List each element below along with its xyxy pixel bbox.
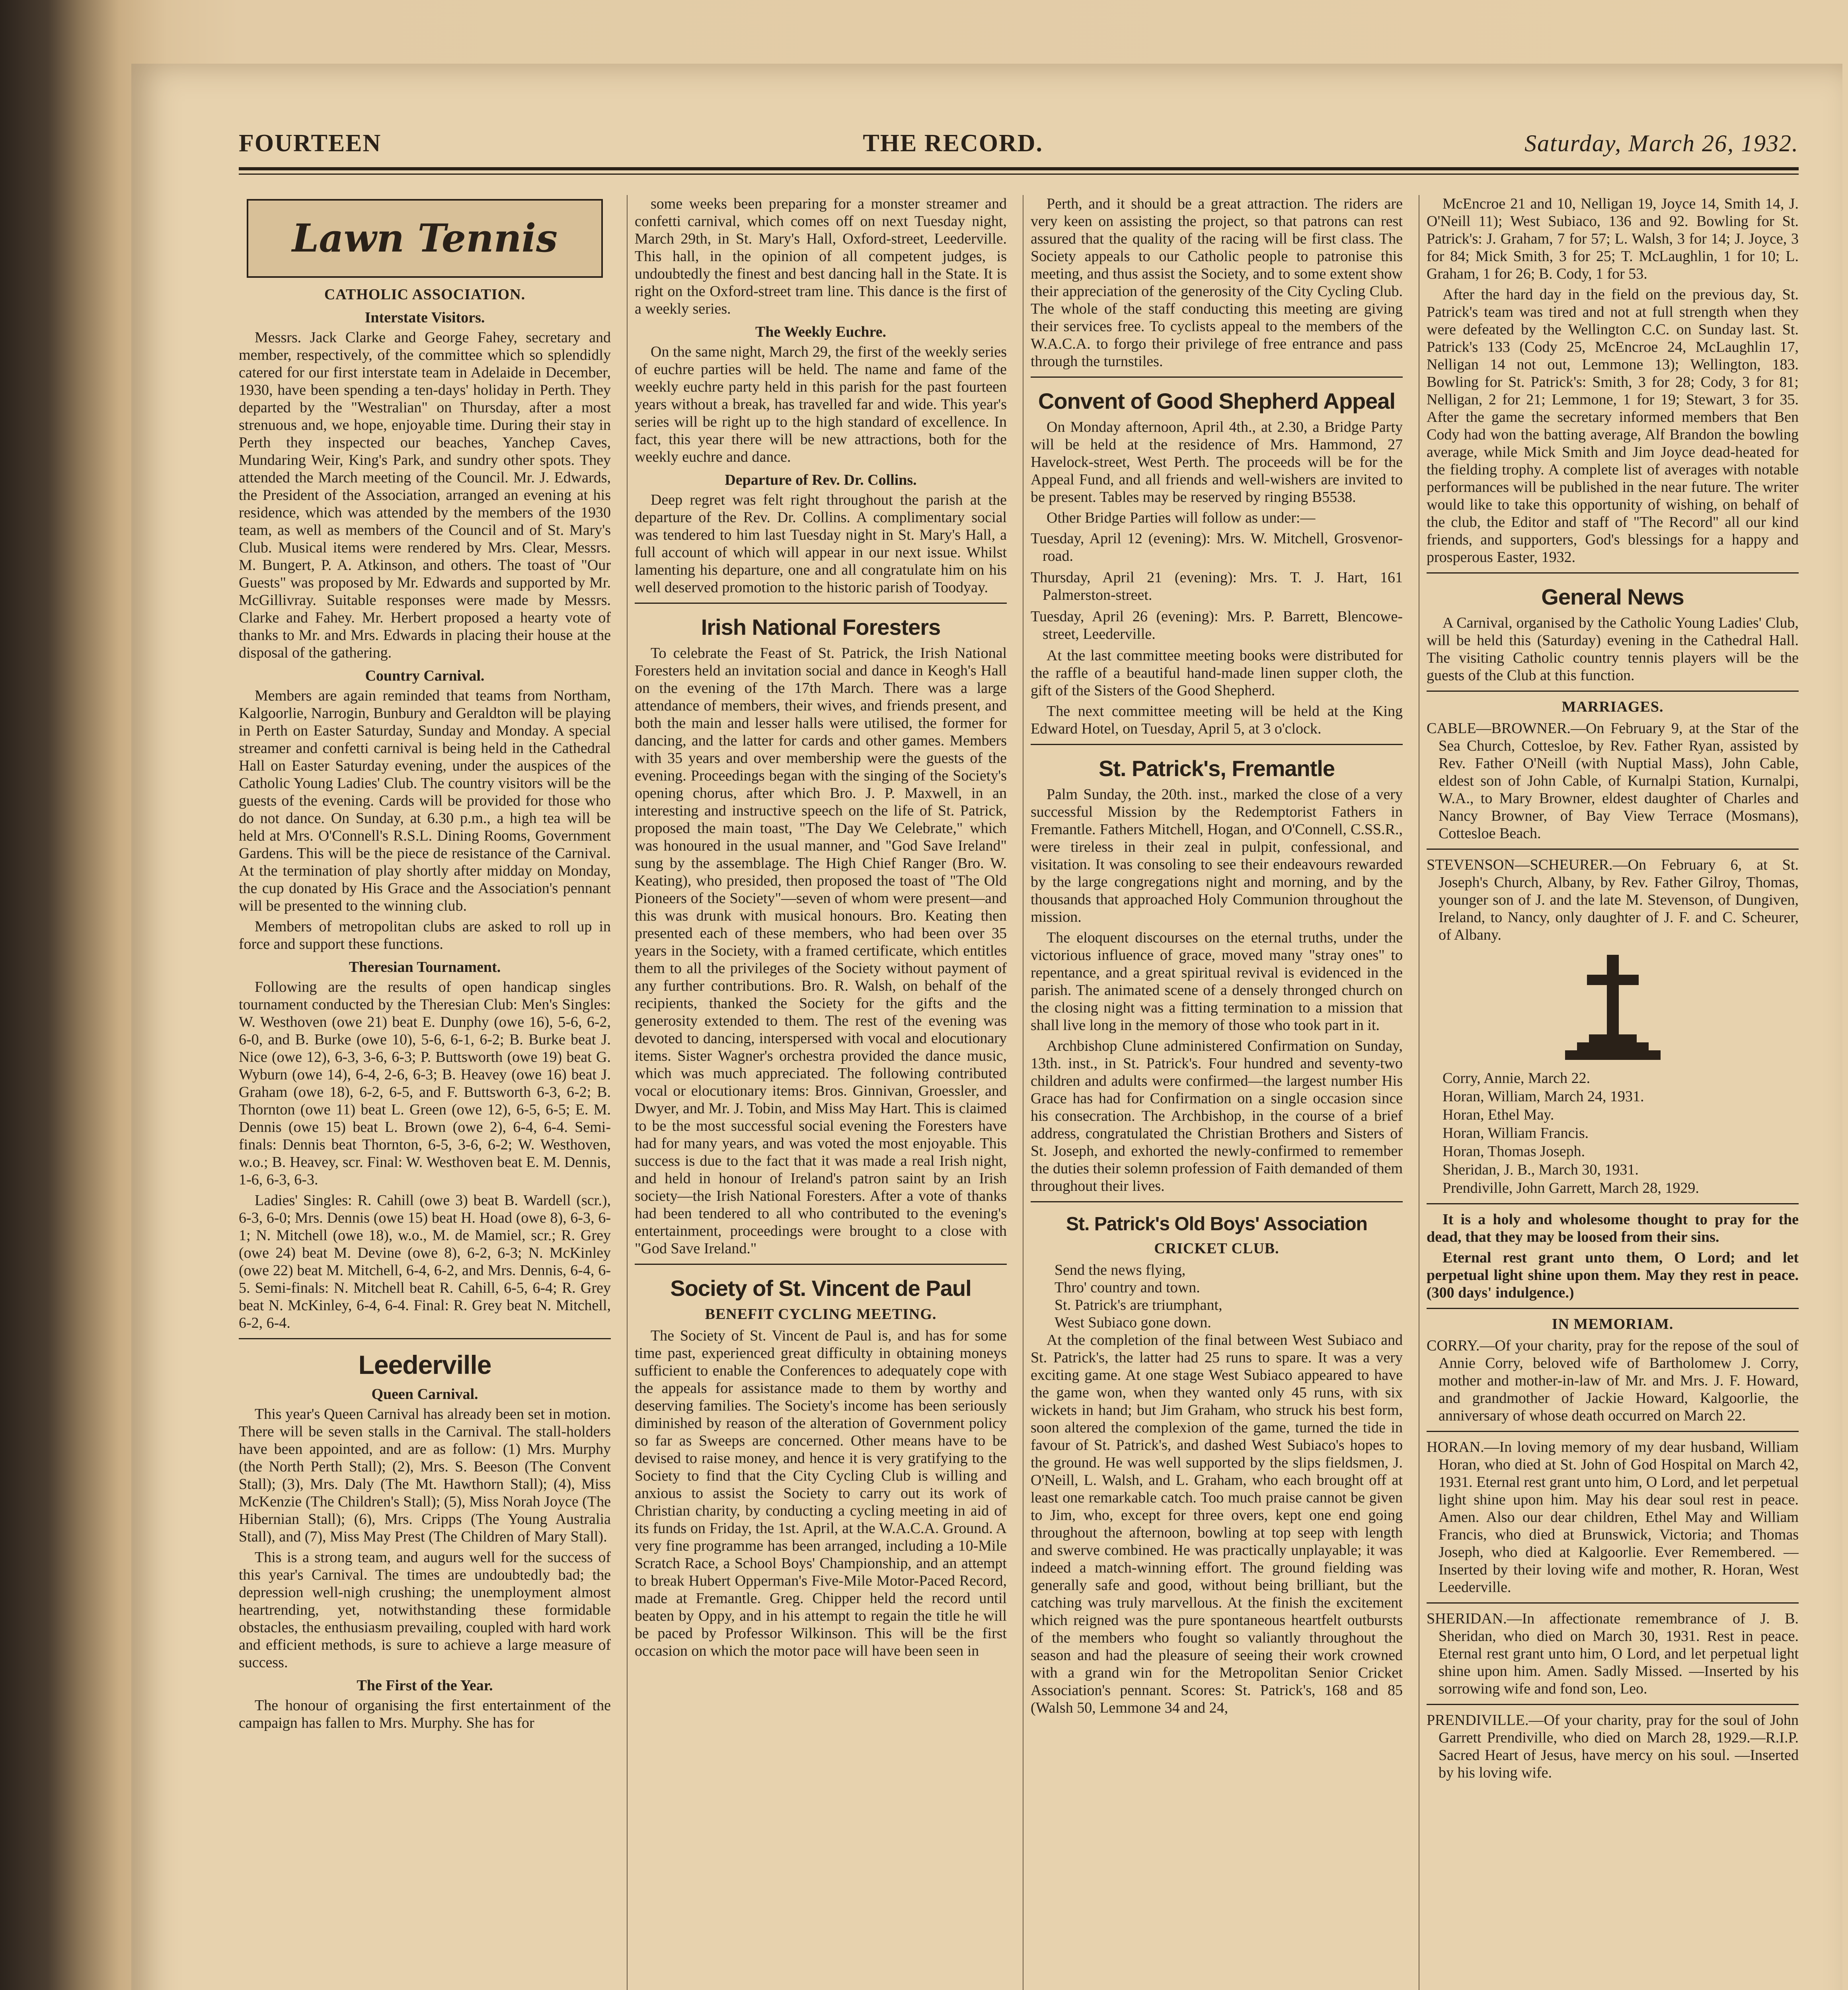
paragraph: The next committee meeting will be held at the King Edward Hotel, on Tuesday, April 5, at 3 o'clock. (1031, 703, 1403, 737)
list-item: Thursday, April 21 (evening): Mrs. T. J. Hart, 161 Palmerston-street. (1031, 569, 1403, 603)
memoriam-notice: SHERIDAN.—In affectionate remembrance of J. B. Sheridan, who died on March 30, 1931. Rest in peace. Eternal rest grant unto him, O Lord, and let perpetual light shine upon him. Amen. Sadly Missed. —Inserted by his sorrowing wife and fond son, Leo. (1427, 1610, 1799, 1697)
divider (1427, 572, 1799, 574)
section-heading: General News (1541, 584, 1684, 609)
paragraph: Members are again reminded that teams from Northam, Kalgoorlie, Narrogin, Bunbury and Geraldton will be playing in Perth on Easter Saturday, Sunday and Monday. A special streamer and confetti carnival is being held in the Cathedral Hall on Easter Saturday evening, under the auspices of the Catholic Young Ladies' Club. The country visitors will be the guests of the evening. Cards will be provided for those who do not dance. On Sunday, at 6.30 p.m., a high tea will be held at Mrs. O'Connell's R.S.L. Dining Rooms, Government Gardens. This will be the piece de resistance of the Carnival. At the termination of play shortly after midday on Monday, the cup donated by His Grace and the Association's pennant will be presented to the winning club. (239, 687, 611, 914)
subheading: Departure of Rev. Dr. Collins. (725, 472, 917, 488)
paragraph: At the completion of the final between West Subiaco and St. Patrick's, the latter had 25 runs to spare. It was a very exciting game. At one stage West Subiaco appeared to have the game won, when they wanted only 45 runs, with six wickets in hand; but Jim Graham, who struck his best form, soon altered the complexion of the game, turned the tide in favour of St. Patrick's, and dashed West Subiaco's hopes to the ground. He was well supported by the slips fieldsmen, J. O'Neill, L. Walsh, and L. Graham, who each brought off at least one remarkable catch. Too much praise cannot be given to Jim, who, except for three overs, kept one end going throughout the afternoon, bowling at top seep with length and swerve combined. He was practically unplayable; it was indeed a match-winning effort. The ground fielding was generally safe and good, without being brilliant, but the catching was truly marvellous. At the finish the excitement which reigned was the pure spontaneous heartfelt outbursts of the members who fought so valiantly throughout the season and had the pleasure of seeing their work crowned with a grand win for the Metropolitan Senior Cricket Association's pennant. Scores: St. Patrick's, 168 and 85 (Walsh 50, Lemmone 34 and 24, (1031, 1332, 1403, 1716)
paragraph: To celebrate the Feast of St. Patrick, the Irish National Foresters held an invitation social and dance in Keogh's Hall on the evening of the 17th March. There was a large attendance of members, their wives, and friends present, and both the main and lesser halls were utilised, the former for dancing, and the latter for cards and other games. Members with 35 years and over membership were the guests of the evening. Proceedings began with the singing of the Society's opening chorus, after which Bro. J. P. Maxwell, in an interesting and instructive speech on the life of St. Patrick, proposed the main toast, "The Day We Celebrate," which was honoured in the usual manner, and "God Save Ireland" sung by the assemblage. The High Chief Ranger (Bro. W. Keating), who presided, then proposed the toast of "The Old Pioneers of the Society"—seven of whom were present—and this was drunk with musical honours. Bro. Keating then presented each of these members, who had been over 35 years in the Society, with a framed certificate, which entitles them to all the privileges of the Society without payment of any further contributions. Bro. R. Walsh, on behalf of the recipients, thanked the Society for the gifts and the generosity extended to them. The rest of the evening was devoted to dancing, interspersed with vocal and elocutionary items. Sister Wagner's orchestra provided the dance music, which was much appreciated. The following contributed vocal or elocutionary items: Bros. Ginnivan, Groessler, and Dwyer, and Mr. J. Tobin, and Miss May Hart. This is claimed to be the most successful social evening the Foresters have had for many years, and was voted the most enjoyable. This success is due to the fact that it was made a real Irish night, and held in honour of Ireland's patron saint by an Irish society—the Irish National Foresters. After a vote of thanks had been tendered to all who contributed to the evening's entertainment, proceedings were brought to a close with "God Save Ireland." (635, 645, 1007, 1257)
paragraph: Following are the results of open handicap singles tournament conducted by the Theresian Club: Men's Singles: W. Westhoven (owe 21) beat E. Dunphy (owe 16), 5-6, 6-2, 6-0, and B. Burke (owe 10), 5-6, 6-1, 6-2; B. Burke beat J. Nice (owe 12), 6-3, 3-6, 6-3; P. Buttsworth (owe 19) beat G. Wyburn (owe 14), 6-4, 2-6, 6-3; B. Heavey (owe 16) beat J. Graham (owe 18), 6-2, 6-5, and F. Buttsworth 6-3, 6-2; B. Thornton (owe 11) beat L. Green (owe 12), 6-5, 6-5; E. M. Dennis (owe 15) beat L. Brown (owe 2), 6-4, 6-4. Semi-finals: Dennis beat Thornton, 6-5, 3-6, 6-2; W. Westhoven, w.o.; B. Heavey, scr. Final: W. Westhoven beat E. M. Dennis, 1-6, 6-3, 6-3. (239, 979, 611, 1188)
list-item: Horan, William, March 24, 1931. (1443, 1088, 1644, 1105)
subheading: MARRIAGES. (1561, 698, 1664, 715)
subheading: Queen Carnival. (371, 1386, 478, 1403)
paragraph: On the same night, March 29, the first of the weekly series of euchre parties will be held. The name and fame of the weekly euchre party held in this parish for the past fourteen years without a break, has travelled far and wide. This year's series will be right up to the high standard of excellence. In fact, this year there will be new attractions, both for the weekly euchre and dance. (635, 343, 1007, 465)
paragraph: A Carnival, organised by the Catholic Young Ladies' Club, will be held this (Saturday) evening in the Cathedral Hall. The visiting Catholic country tennis players will be the guests of the Club at this function. (1427, 615, 1799, 684)
paragraph: The eloquent discourses on the eternal truths, under the victorious influence of grace, moved many "stray ones" to repentance, and a great spiritual revival is evidenced in the parish. The animated scene of a densely thronged church on the closing night was a fitting termination to a mission that shall live long in the memory of those who took part in it. (1031, 929, 1403, 1034)
column-2 (627, 195, 1007, 1990)
page-number: FOURTEEN (239, 129, 382, 157)
paragraph: some weeks been preparing for a monster streamer and confetti carnival, which comes off on next Tuesday night, March 29th, in St. Mary's Hall, Oxford-street, Leederville. This hall, in the opinion of all competent judges, is undoubtedly the finest and best dancing hall in the State. It is right on the Oxford-street tram line. This dance is the first of a weekly series. (635, 195, 1007, 317)
memoriam-notice: HORAN.—In loving memory of my dear husband, William Horan, who died at St. John of God Hospital on March 42, 1931. Eternal rest grant unto him, O Lord, and let perpetual light shine upon him. May his dear soul rest in peace. Amen. Also our dear children, Ethel May and William Francis, who died at Brunswick, Victoria; and Thomas Joseph, who died at Kalgoorlie. Ever Remembered. —Inserted by their loving wife and mother, R. Horan, West Leederville. (1427, 1439, 1799, 1596)
divider (635, 1264, 1007, 1265)
subheading: CRICKET CLUB. (1154, 1240, 1279, 1257)
verse-line: West Subiaco gone down. (1055, 1314, 1211, 1331)
subheading: Interstate Visitors. (365, 309, 485, 326)
page-header (239, 127, 1799, 159)
paragraph: Ladies' Singles: R. Cahill (owe 3) beat B. Wardell (scr.), 6-3, 6-0; Mrs. Dennis (owe 15) beat H. Hoad (owe 8), 6-3, 6-1; N. Mitchell (owe 18), w.o., M. de Mamiel, scr.; R. Grey (owe 24) beat M. Devine (owe 8), 6-2, 6-3; N. McKinley (owe 22) beat M. Mitchell, 6-4, 6-2, and Mrs. Dennis, 6-4, 6-5. Semi-finals: N. Mitchell beat R. Cahill, 6-5, 6-4; R. Grey beat N. McKinley, 6-4, 6-4. Final: R. Grey beat N. Mitchell, 6-2, 6-4. (239, 1192, 611, 1331)
paragraph: This year's Queen Carnival has already been set in motion. There will be seven stalls in the Carnival. The stall-holders have been appointed, and are as follow: (1) Mrs. Murphy (the North Perth Stall); (2), Mrs. S. Beeson (The Convent Stall); (3), Mrs. Daly (The Mt. Hawthorn Stall); (4), Miss McKenzie (The Children's Stall); (5), Miss Norah Joyce (The Hibernian Stall); (6), Mrs. Cripps (The Young Australia Stall), and (7), Miss May Prest (The Children of Mary Stall). (239, 1406, 611, 1545)
section-heading: St. Patrick's Old Boys' Association (1066, 1214, 1367, 1235)
list-item: Sheridan, J. B., March 30, 1931. (1443, 1161, 1639, 1178)
divider (1427, 1602, 1799, 1604)
subheading: Country Carnival. (365, 667, 485, 684)
memoriam-notice: PRENDIVILLE.—Of your charity, pray for the soul of John Garrett Prendiville, who died on March 28, 1929.—R.I.P. Sacred Heart of Jesus, have mercy on his soul. —Inserted by his loving wife. (1427, 1712, 1799, 1781)
divider (1031, 377, 1403, 378)
paper-title: THE RECORD. (863, 129, 1043, 157)
paragraph: Members of metropolitan clubs are asked to roll up in force and support these functions. (239, 918, 611, 952)
subheading: IN MEMORIAM. (1552, 1316, 1674, 1333)
verse-line: St. Patrick's are triumphant, (1055, 1297, 1222, 1313)
paragraph: McEncroe 21 and 10, Nelligan 19, Joyce 14, Smith 14, J. O'Neill 11); West Subiaco, 136 and 92. Bowling for St. Patrick's: J. Graham, 7 for 57; L. Walsh, 3 for 14; J. Joyce, 3 for 84; Mick Smith, 3 for 25; T. McLaughlin, 1 for 10; L. Graham, 1 for 26; B. Cody, 1 for 53. (1427, 195, 1799, 282)
paragraph: At the last committee meeting books were distributed for the raffle of a beautiful hand-made linen supper cloth, the gift of the Sisters of the Good Shepherd. (1031, 647, 1403, 699)
section-heading: Irish National Foresters (701, 615, 941, 640)
lawn-tennis-logo (247, 199, 603, 278)
verse-line: Thro' country and town. (1055, 1279, 1200, 1296)
header-rule (239, 167, 1799, 170)
section-heading: Convent of Good Shepherd Appeal (1038, 388, 1396, 414)
prayer-text: It is a holy and wholesome thought to pray for the dead, that they may be loosed from their sins. (1427, 1211, 1799, 1245)
column-1 (239, 195, 611, 1990)
subheading: Theresian Tournament. (349, 959, 501, 975)
paragraph: Archbishop Clune administered Confirmation on Sunday, 13th. inst., in St. Patrick's. Four hundred and seventy-two children and adults were confirmed—the largest number His Grace has had for Confirmation on a single occasion since his consecration. The Archbishop, in the course of a brief address, congratulated the Christian Brothers and Sisters of St. Joseph, and exhorted the newly-confirmed to remember the duties their solemn profession of Faith demanded of them throughout their lives. (1031, 1038, 1403, 1194)
prayer-text: Eternal rest grant unto them, O Lord; and let perpetual light shine upon them. May they rest in peace. (300 days' indulgence.) (1427, 1249, 1799, 1301)
list-item: Corry, Annie, March 22. (1443, 1070, 1591, 1087)
paragraph: On Monday afternoon, April 4th., at 2.30, a Bridge Party will be held at the residence of Mrs. Hammond, 27 Havelock-street, West Perth. The proceeds will be for the Appeal Fund, and all friends and well-wishers are invited to be present. Tables may be reserved by ringing B5538. (1031, 419, 1403, 505)
column-3 (1023, 195, 1403, 1990)
divider (1427, 1308, 1799, 1309)
list-item: Tuesday, April 12 (evening): Mrs. W. Mitchell, Grosvenor-road. (1031, 530, 1403, 564)
column-4 (1419, 195, 1799, 1990)
issue-date: Saturday, March 26, 1932. (1524, 130, 1799, 156)
divider (239, 1338, 611, 1339)
divider (1427, 691, 1799, 692)
divider (1427, 849, 1799, 850)
list-item: Horan, Thomas Joseph. (1443, 1143, 1585, 1160)
paragraph: Palm Sunday, the 20th. inst., marked the close of a very successful Mission by the Redemptorist Fathers in Fremantle. Fathers Mitchell, Hogan, and O'Connell, C.SS.R., were tireless in their zeal in pulpit, confessional, and visitation. It was consoling to see their endeavours rewarded by the large congregations night and morning, and by the thousands that approached Holy Communion throughout the mission. (1031, 786, 1403, 925)
divider (1427, 1203, 1799, 1204)
list-item: Prendiville, John Garrett, March 28, 1929. (1443, 1180, 1699, 1196)
divider (1427, 1704, 1799, 1705)
list-item: Horan, William Francis. (1443, 1125, 1589, 1141)
memoriam-notice: CORRY.—Of your charity, pray for the repose of the soul of Annie Corry, beloved wife of Bartholomew J. Corry, mother and mother-in-law of Mr. and Mrs. J. F. Howard, and grandmother of Jackie Howard, Kalgoorlie, the anniversary of whose death occurred on March 22. (1427, 1337, 1799, 1424)
paragraph: The Society of St. Vincent de Paul is, and has for some time past, experienced great difficulty in obtaining moneys sufficient to enable the Conferences to adequately cope with the appeals for assistance made to them by worthy and deserving families. The Society's income has been seriously diminished by reason of the alteration of Government policy so far as Sweeps are concerned. Other means have to be devised to raise money, and hence it is very gratifying to the Society to find that the City Cycling Club is willing and anxious to assist the Society to carry out its work of Christian charity, by conducting a cycling meeting in aid of its funds on Friday, the 1st. April, at the W.A.C.A. Ground. A very fine programme has been arranged, including a 10-Mile Scratch Race, a School Boys' Championship, and an attempt to break Hubert Opperman's Five-Mile Motor-Paced Record, made at Fremantle. Greg. Chipper held the record until beaten by Oppy, and in his attempt to regain the title he will be paced by Professor Wilkinson. This will be the first occasion on which the motor pace will have been seen in (635, 1327, 1007, 1659)
cross-icon (1427, 951, 1799, 1062)
verse-line: Send the news flying, (1055, 1262, 1186, 1278)
divider (1031, 1201, 1403, 1202)
marriage-notice: CABLE—BROWNER.—On February 9, at the Star of the Sea Church, Cottesloe, by Rev. Father Ryan, assisted by Rev. Father O'Neill (with Nuptial Mass), John Cable, eldest son of John Cable, of Kurnalpi Station, Kurnalpi, W.A., to Mary Browner, eldest daughter of Charles and Nancy Browner, of Bay View Terrace (Mosmans), Cottesloe Beach. (1427, 720, 1799, 842)
columns (239, 195, 1799, 1990)
divider (1427, 1431, 1799, 1432)
paragraph: Perth, and it should be a great attraction. The riders are very keen on assisting the project, so that patrons can rest assured that the quality of the racing will be first class. The Society appeals to our Catholic people to patronise this meeting, and thus assist the Society, and to some extent show their appreciation of the generosity of the City Cycling Club. The whole of the staff conducting this meeting are giving their services free. To cyclists appeal to the members of the W.A.C.A. to forgo their privilege of free entrance and pass through the turnstiles. (1031, 195, 1403, 370)
section-title: CATHOLIC ASSOCIATION. (324, 286, 526, 303)
subheading: BENEFIT CYCLING MEETING. (705, 1306, 937, 1323)
divider (635, 603, 1007, 604)
list-item: Horan, Ethel May. (1443, 1106, 1554, 1123)
paragraph: This is a strong team, and augurs well for the success of this year's Carnival. The times are undoubtedly bad; the depression well-nigh crushing; the unemployment almost heartrending, yet, notwithstanding these formidable obstacles, the enthusiasm prevailing, coupled with hard work and efficient methods, is sure to achieve a large measure of success. (239, 1549, 611, 1671)
subheading: The First of the Year. (357, 1677, 493, 1694)
section-heading: Leederville (358, 1350, 491, 1379)
paragraph: Messrs. Jack Clarke and George Fahey, secretary and member, respectively, of the committee which so splendidly catered for our first interstate team in Adelaide in December, 1930, have been spending a ten-days' holiday in Perth. They departed by the "Westralian" on Thursday, after a most strenuous and, we hope, enjoyable time. During their stay in Perth they inspected our beaches, Yanchep Caves, Mundaring Weir, King's Park, and sundry other spots. They attended the March meeting of the Council. Mr. J. Edwards, the President of the Association, arranged an evening at his residence, which was attended by the members of the 1930 team, as well as members of the Council and of St. Mary's Club. Musical items were rendered by Mrs. Clear, Messrs. M. Bungert, P. A. Atkinson, and others. The toast of "Our Guests" was proposed by Mr. Edwards and supported by Mr. McGillivray. Suitable responses were made by Messrs. Clarke and Fahey. Mr. Herbert proposed a hearty vote of thanks to Mr. and Mrs. Edwards in placing their house at the disposal of the gathering. (239, 329, 611, 661)
marriage-notice: STEVENSON—SCHEURER.—On February 6, at St. Joseph's Church, Albany, by Rev. Father Gilroy, Thomas, younger son of J. and the late M. Stevenson, of Dungiven, Ireland, to Nancy, only daughter of J. F. and C. Scheurer, of Albany. (1427, 856, 1799, 943)
paragraph: Other Bridge Parties will follow as under:— (1047, 509, 1316, 526)
section-heading: St. Patrick's, Fremantle (1098, 756, 1335, 781)
list-item: Tuesday, April 26 (evening): Mrs. P. Barrett, Blencowe-street, Leederville. (1031, 608, 1403, 642)
paragraph: After the hard day in the field on the previous day, St. Patrick's team was tired and not at full strength when they were defeated by the Wellington C.C. on Sunday last. St. Patrick's 133 (Cody 25, McEncroe 24, McLaughlin 17, Nelligan 14 not out, Lemmone 13); Wellington, 183. Bowling for St. Patrick's: Smith, 3 for 28; Cody, 3 for 81; Nelligan, 2 for 21; Lemmone, 1 for 19; Stewart, 3 for 35. After the game the secretary informed members that Ben Cody had won the batting average, Alf Brandon the bowling average, while Mick Smith and Jim Joyce dead-heated for the fielding trophy. A complete list of averages with notable performances will be published in the near future. The writer would like to take this opportunity of wishing, on behalf of the club, the Editor and staff of "The Record" all our kind friends, and supporters, God's blessings for a happy and prosperous Easter, 1932. (1427, 286, 1799, 566)
section-heading: Society of St. Vincent de Paul (670, 1276, 971, 1301)
deaths-list (1427, 1069, 1799, 1197)
subheading: The Weekly Euchre. (755, 324, 886, 340)
paragraph: The honour of organising the first entertainment of the campaign has fallen to Mrs. Murphy. She has for (239, 1697, 611, 1731)
paragraph: Deep regret was felt right throughout the parish at the departure of the Rev. Dr. Collins. A complimentary social was tendered to him last Tuesday night in St. Mary's Hall, a full account of which will appear in our next issue. Whilst lamenting his departure, one and all congratulate him on his well deserved promotion to the historic parish of Toodyay. (635, 492, 1007, 596)
divider (1031, 744, 1403, 745)
header-rule-thin (239, 174, 1799, 175)
logo-text: Lawn Tennis (292, 216, 558, 261)
